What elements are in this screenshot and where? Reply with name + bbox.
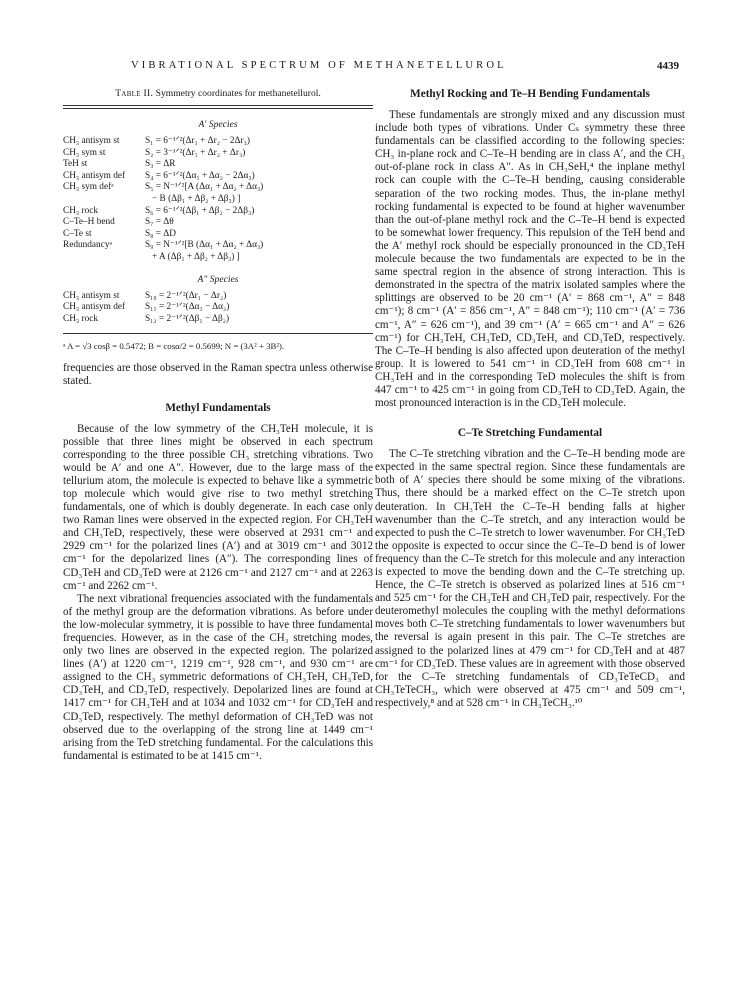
table-row	[63, 182, 373, 194]
coordinate-label: TeH st	[63, 159, 88, 170]
symmetry-table-a-double-prime	[63, 291, 373, 326]
table-label: Table II.	[115, 88, 154, 99]
species-heading-a-double-prime: A″ Species	[197, 273, 239, 285]
paragraph-methyl-stretching: Because of the low symmetry of the CH₃TeH molecule, it is possible that three lines might be observed in each spectrum corresponding to the three possible CH₃ stretching vibrations. Two would be A′ and one A″. However, due to the large mass of the tellurium atom, the molecule is expected to behave like a symmetric top molecule which would give rise to two methyl stretching fundamentals, one of which is doubly degenerate. In each case only two Raman lines were observed in the expected region. For CH₃TeH and CH₃TeD, respectively, these were observed at 2931 cm⁻¹ and 2929 cm⁻¹ for the polarized lines (A′) and at 3019 cm⁻¹ and 3012 cm⁻¹ for the depolarized lines (A″). The corresponding lines of CD₃TeH and CD₃TeD were at 2126 cm⁻¹ and 2127 cm⁻¹ and at 2263 cm⁻¹ and 2262 cm⁻¹.	[63, 422, 373, 592]
table-row	[63, 136, 373, 148]
coordinate-definition: S₆ = 6⁻¹ᐟ²(Δβ₁ + Δβ₂ − 2Δβ₃)	[145, 205, 255, 216]
table-row	[63, 206, 373, 218]
coordinate-definition: S₅ = N⁻¹ᐟ²[A (Δα₁ + Δα₂ + Δα₃)	[145, 182, 264, 193]
section-heading-methyl: Methyl Fundamentals	[165, 401, 271, 414]
paragraph-rocking-bending: These fundamentals are strongly mixed and any discussion must include both types of vibrations. Under Cₛ symmetry these three fundamentals can be classified according to the following species: CH₃ in-plane rock and C–Te–H bending are in class A′, and the CH₃ out-of-plane rock in class A″. As in CH₃SeH,⁴ the inplane methyl rock can couple with the C–Te–H bending, causing considerable separation of the two rocking modes. Thus, the in-plane methyl rocking fundamental is expected to be found at higher wavenumber than the out-of-plane methyl rock and the C–Te–H bend is expected to be somewhat lower frequency. This repulsion of the TeH bend and the A′ methyl rock should be especially pronounced in the CD₃TeH molecule because the two fundamentals are expected to be in the same spectral region in the absence of strong interaction. This is demonstrated in the spectra of the matrix isolated samples where the splittings are observed to be 20 cm⁻¹ (A′ = 868 cm⁻¹, A″ = 848 cm⁻¹); 8 cm⁻¹ (A′ = 856 cm⁻¹, A″ = 848 cm⁻¹); 110 cm⁻¹ (A′ = 736 cm⁻¹, A″ = 626 cm⁻¹), and 39 cm⁻¹ (A′ = 665 cm⁻¹ and A″ = 626 cm⁻¹) for CH₃TeH, CH₃TeD, CD₃TeH, and CD₃TeD, respectively. The C–Te–H bending is also affected upon deuteration of the methyl group. It is lowered to 541 cm⁻¹ in CD₃TeH from 608 cm⁻¹ in CH₃TeH and in the corresponding TeD molecules the shift is from 447 cm⁻¹ to 425 cm⁻¹ in going from CD₃TeH to CD₃TeD. Again, the most pronounced interaction is in the CD₃TeH molecule.	[375, 109, 685, 410]
symmetry-table-a-prime	[63, 136, 373, 264]
coordinate-label: CH₃ antisym def	[63, 170, 126, 181]
coordinate-definition: S₁₂ = 2⁻¹ᐟ²(Δβ₁ − Δβ₂)	[145, 313, 230, 324]
coordinate-definition: S₉ = N⁻¹ᐟ²[B (Δα₁ + Δα₂ + Δα₃)	[145, 240, 264, 251]
left-column	[63, 88, 373, 763]
intro-paragraph: frequencies are those observed in the Raman spectra unless otherwise stated.	[63, 362, 373, 388]
table-row	[63, 194, 373, 206]
table-row	[63, 171, 373, 183]
table-row	[63, 148, 373, 160]
table-bottom-rule	[63, 333, 373, 334]
coordinate-definition: S₁₀ = 2⁻¹ᐟ²(Δr₁ − Δr₂)	[145, 290, 227, 301]
coordinate-label: CH₃ antisym st	[63, 290, 120, 301]
table-row	[63, 291, 373, 303]
coordinate-definition: S₂ = 3⁻¹ᐟ²(Δr₁ + Δr₂ + Δr₃)	[145, 147, 246, 158]
coordinate-definition: S₁ = 6⁻¹ᐟ²(Δr₁ + Δr₂ − 2Δr₃)	[145, 136, 250, 146]
coordinate-definition: S₄ = 6⁻¹ᐟ²(Δα₁ + Δα₂ − 2Δα₃)	[145, 170, 255, 181]
table-row	[63, 229, 373, 241]
table-row	[63, 159, 373, 171]
coordinate-label: CH₃ antisym st	[63, 136, 120, 146]
coordinate-definition: S₃ = ΔR	[145, 159, 176, 170]
coordinate-label: C–Te–H bend	[63, 217, 115, 228]
paragraph-cte-stretch: The C–Te stretching vibration and the C–Te–H bending mode are expected in the same spectral region. Since these fundamentals are both of A′ species there should be some mixing of the vibrations. Thus, there should be a marked effect on the C–Te stretch upon deuteration. In CH₃TeH the C–Te–H bending falls at higher wavenumber than the C–Te stretch, and any interaction would be expected to push the C–Te stretch to lower wavenumber. For CH₃TeD the opposite is expected to occur since the C–Te–D bend is of lower frequency than the C–Te stretch for this molecule and any interaction is expected to move the bending down and the C–Te stretching up. Hence, the C–Te stretch is observed as polarized lines at 516 cm⁻¹ and 525 cm⁻¹ for the CH₃TeH and CH₃TeD pair, respectively. For the deuteromethyl molecules the coupling with the methyl deformations moves both C–Te stretching fundamentals to lower wavenumbers but the reversal is again present in this pair. The C–Te stretches are assigned to the polarized lines at 479 cm⁻¹ for CD₃TeH and at 487 cm⁻¹ for CD₃TeD. These values are in agreement with those observed for the C–Te stretching fundamentals of CD₃TeTeCD₃ and CH₃TeTeCH₃, which were observed at 475 cm⁻¹ and 509 cm⁻¹, respectively,⁸ and at 528 cm⁻¹ in CH₃TeCH₃.¹⁰	[375, 448, 685, 709]
coordinate-definition: S₈ = ΔD	[145, 228, 176, 239]
coordinate-label: CH₃ sym st	[63, 147, 106, 158]
table-row	[63, 252, 373, 264]
coordinate-label	[63, 252, 145, 264]
page-number: 4439	[657, 60, 679, 72]
coordinate-label	[63, 194, 145, 206]
running-title: VIBRATIONAL SPECTRUM OF METHANETELLUROL	[131, 60, 507, 71]
table-footnote: ᵃ A = √3 cosβ = 0.5472; B = cosα/2 = 0.5699; N = (3A² + 3B²).	[63, 341, 285, 352]
coordinate-label: CH₃ antisym def	[63, 302, 126, 313]
table-top-rule	[63, 105, 373, 109]
table-row	[63, 240, 373, 252]
coordinate-definition: − B (Δβ₁ + Δβ₂ + Δβ₃) ]	[145, 193, 241, 204]
coordinate-definition: S₁₁ = 2⁻¹ᐟ²(Δα₁ − Δα₂)	[145, 302, 230, 313]
right-column	[375, 88, 685, 710]
table-row	[63, 302, 373, 314]
coordinate-definition: S₇ = Δθ	[145, 217, 174, 228]
paragraph-methyl-deformation: The next vibrational frequencies associated with the fundamentals of the methyl group are the deformation vibrations. As before under the low-molecular symmetry, it is possible to have three fundamental frequencies. However, as in the case of the CH₃ stretching modes, only two lines are observed in the expected region. The polarized lines (A′) at 1220 cm⁻¹, 1219 cm⁻¹, 928 cm⁻¹, and 930 cm⁻¹ are assigned to the CH₃ symmetric deformations of CH₃TeH, CH₃TeD, CD₃TeH, and CD₃TeD, respectively. Depolarized lines are found at 1417 cm⁻¹ for CH₃TeH and at 1034 and 1032 cm⁻¹ for CD₃TeH and CD₃TeD, respectively. The methyl deformation of CH₃TeD was not observed due to the overlapping of the strong line at 1449 cm⁻¹ arising from the TeD stretching fundamental. For the calculations this fundamental is estimated to be at 1415 cm⁻¹.	[63, 592, 373, 762]
coordinate-label: CH₃ rock	[63, 205, 98, 216]
coordinate-label: Redundancyᵃ	[63, 240, 113, 251]
coordinate-label: CH₃ rock	[63, 313, 98, 324]
table-row	[63, 217, 373, 229]
table-caption	[63, 88, 373, 99]
table-row	[63, 314, 373, 326]
coordinate-label: CH₃ sym defᵃ	[63, 182, 114, 193]
section-heading-cte-stretch: C–Te Stretching Fundamental	[457, 427, 603, 440]
species-heading-a-prime: A′ Species	[198, 119, 238, 130]
section-heading-rocking: Methyl Rocking and Te–H Bending Fundamentals	[410, 88, 650, 100]
coordinate-definition: + A (Δβ₁ + Δβ₂ + Δβ₃) ]	[145, 251, 240, 262]
coordinate-label: C–Te st	[63, 228, 92, 239]
table-caption-text: Symmetry coordinates for methanetellurol.	[155, 88, 321, 99]
